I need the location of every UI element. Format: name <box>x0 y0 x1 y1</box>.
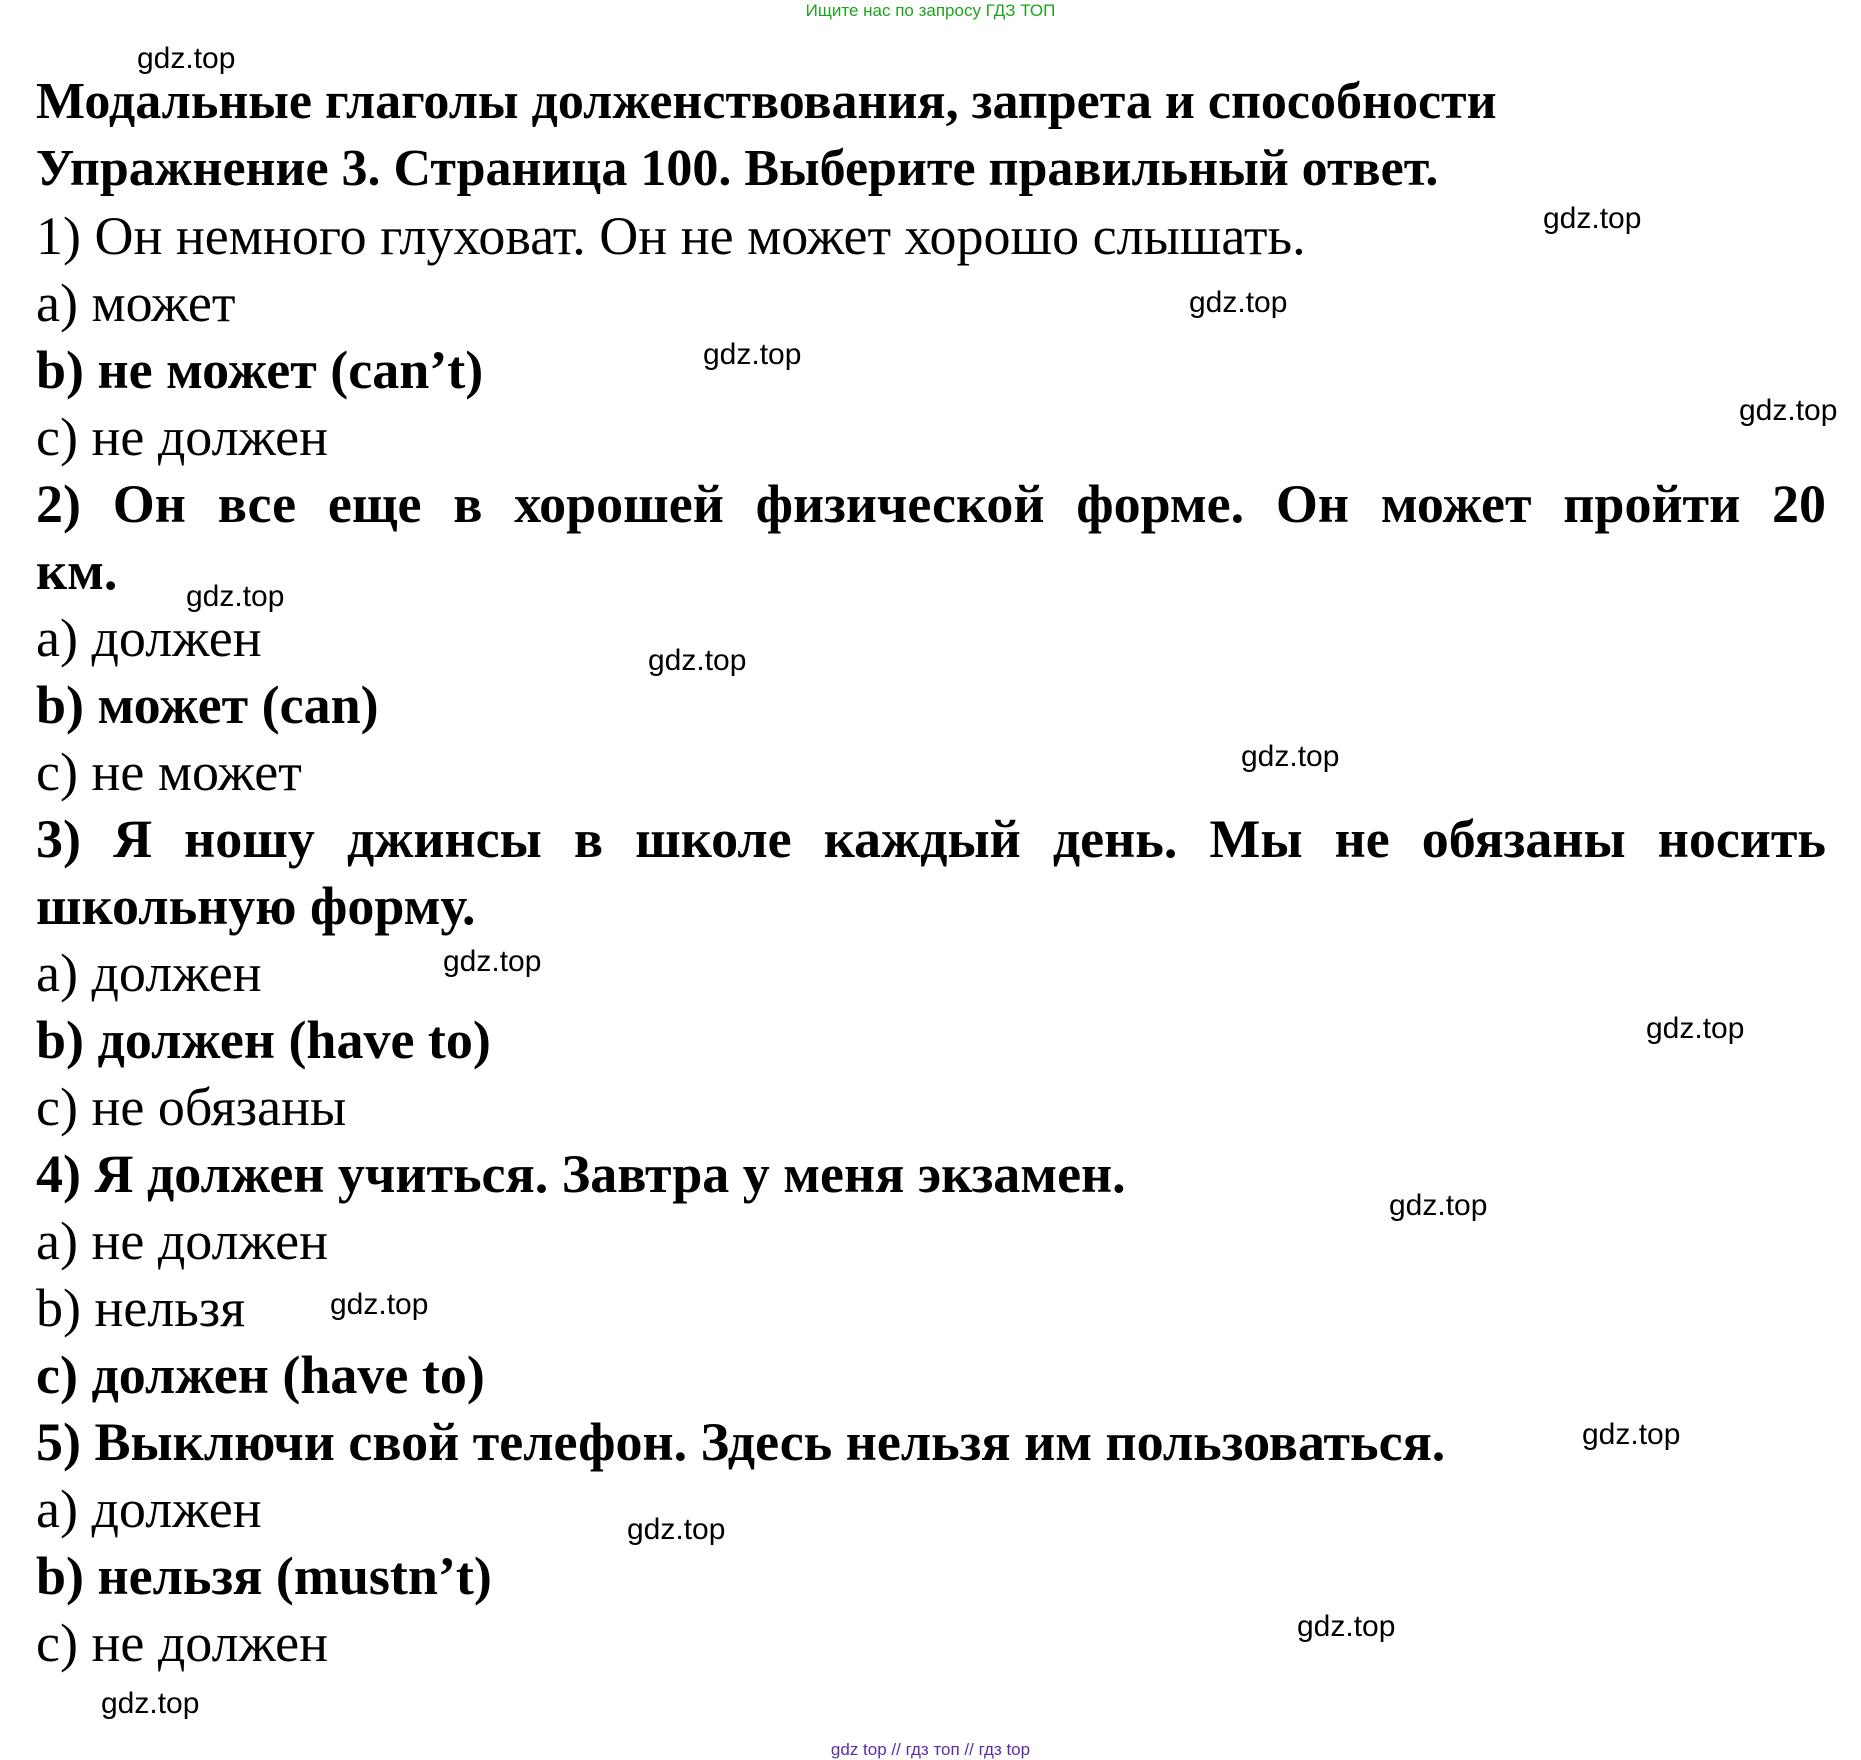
watermark: gdz.top <box>1189 286 1288 319</box>
question-3-option-c: c) не обязаны <box>36 1077 347 1137</box>
watermark: gdz.top <box>443 945 542 978</box>
question-3-option-b-answer: b) должен (have to) <box>36 1010 491 1070</box>
question-1-option-c: c) не должен <box>36 407 328 467</box>
watermark: gdz.top <box>137 42 236 75</box>
question-3-continued: школьную форму. <box>36 876 476 936</box>
question-5-option-b-answer: b) нельзя (mustn’t) <box>36 1546 492 1606</box>
question-4-option-b: b) нельзя <box>36 1278 246 1338</box>
question-4-option-c-answer: c) должен (have to) <box>36 1345 485 1405</box>
watermark: gdz.top <box>627 1513 726 1546</box>
watermark: gdz.top <box>186 580 285 613</box>
question-2-option-a: a) должен <box>36 608 262 668</box>
question-5: 5) Выключи свой телефон. Здесь нельзя им пользоваться. <box>36 1412 1446 1472</box>
watermark: gdz.top <box>1241 740 1340 773</box>
page-title: Модальные глаголы долженствования, запрета и способности <box>36 73 1497 130</box>
watermark: gdz.top <box>1739 394 1838 427</box>
top-banner[interactable]: Ищите нас по запросу ГДЗ ТОП <box>805 1 1056 20</box>
question-3: 3) Я ношу джинсы в школе каждый день. Мы не обязаны носить <box>36 809 1826 869</box>
question-5-option-a: a) должен <box>36 1479 262 1539</box>
question-4: 4) Я должен учиться. Завтра у меня экзамен. <box>36 1144 1126 1204</box>
question-1-option-b-answer: b) не может (can’t) <box>36 340 484 400</box>
question-5-option-c: c) не должен <box>36 1613 328 1673</box>
question-2: 2) Он все еще в хорошей физической форме. Он может пройти 20 <box>36 474 1826 534</box>
question-2-option-b-answer: b) может (can) <box>36 675 379 735</box>
question-4-option-a: a) не должен <box>36 1211 328 1271</box>
watermark: gdz.top <box>330 1288 429 1321</box>
question-1: 1) Он немного глуховат. Он не может хорошо слышать. <box>36 206 1306 266</box>
watermark: gdz.top <box>703 338 802 371</box>
watermark: gdz.top <box>1389 1189 1488 1222</box>
exercise-title: Упражнение 3. Страница 100. Выберите правильный ответ. <box>36 140 1439 197</box>
watermark: gdz.top <box>1646 1012 1745 1045</box>
question-2-continued: км. <box>36 541 118 601</box>
watermark: gdz.top <box>101 1687 200 1720</box>
question-3-option-a: a) должен <box>36 943 262 1003</box>
footer-links[interactable]: gdz top // гдз топ // гдз top <box>830 1740 1031 1759</box>
question-1-option-a: a) может <box>36 273 236 333</box>
watermark: gdz.top <box>1543 202 1642 235</box>
question-2-option-c: c) не может <box>36 742 302 802</box>
watermark: gdz.top <box>1582 1418 1681 1451</box>
watermark: gdz.top <box>648 644 747 677</box>
watermark: gdz.top <box>1297 1610 1396 1643</box>
